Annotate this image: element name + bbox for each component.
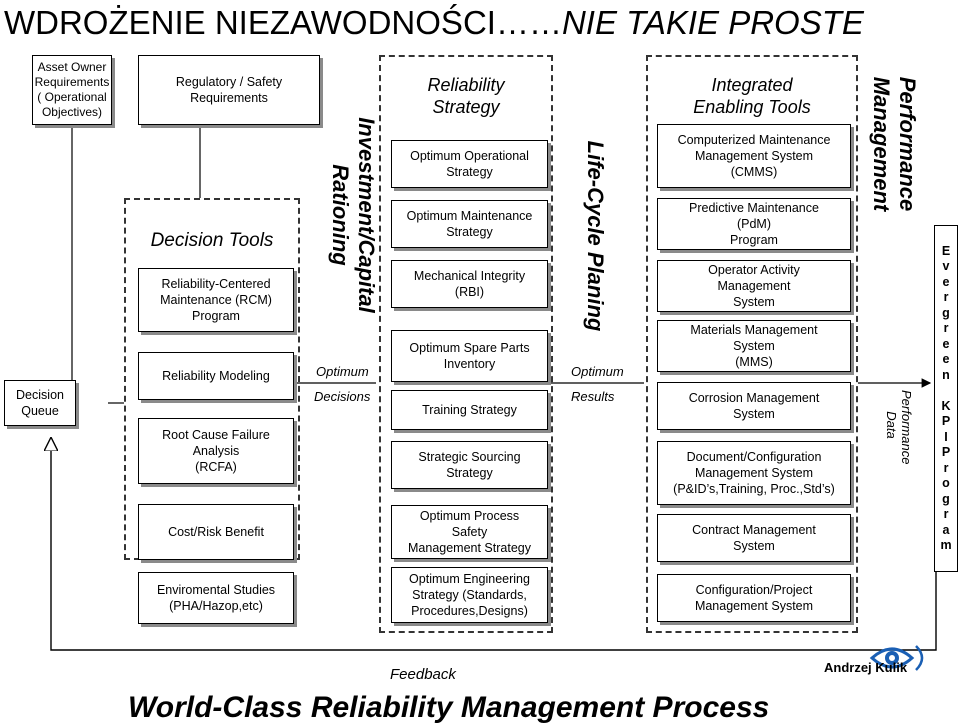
strategy-sourcing — [391, 441, 548, 489]
decision-tool-modeling-text: Reliability Modeling — [162, 369, 270, 383]
evergreen-kpi-box — [934, 225, 958, 572]
strategy-spare-parts — [391, 330, 548, 382]
tool-contract — [657, 514, 851, 562]
regulatory-box — [138, 55, 320, 125]
reliability-strategy-title: Reliability Strategy — [427, 75, 505, 117]
asset-owner-box — [32, 55, 112, 125]
strategy-operational — [391, 140, 548, 188]
strategy-spare-parts-text: Optimum Spare Parts Inventory — [409, 341, 530, 371]
logo — [820, 636, 942, 682]
lifecycle-results: Results — [571, 389, 615, 404]
decision-tool-modeling — [138, 352, 294, 400]
investment-label: Investment/Capital Rationing — [328, 117, 379, 313]
eye-logo-icon — [820, 636, 942, 682]
decision-queue-text: Decision Queue — [16, 388, 64, 418]
tool-pdm-text: Predictive Maintenance (PdM) Program — [689, 201, 819, 247]
lifecycle-label: Life-Cycle Planing — [583, 140, 608, 332]
lifecycle-optimum: Optimum — [571, 364, 624, 379]
tool-materials — [657, 320, 851, 372]
performance-data-label: Performance Data — [884, 390, 914, 465]
tool-cmms — [657, 124, 851, 188]
strategy-process-safety-text: Optimum Process Safety Management Strategy — [408, 509, 531, 555]
tool-operator-activity — [657, 260, 851, 312]
tool-corrosion — [657, 382, 851, 430]
integrated-tools-title: Integrated Enabling Tools — [693, 75, 811, 117]
enviromental-studies-box — [138, 572, 294, 624]
decision-tool-rcfa — [138, 418, 294, 484]
decision-tool-cost-risk — [138, 504, 294, 560]
tool-document-config-text: Document/Configuration Management System (P&ID’s,Training, Proc.,Std’s) — [673, 450, 835, 496]
decision-tool-cost-risk-text: Cost/Risk Benefit — [168, 525, 264, 539]
decision-tools-title: Decision Tools — [150, 230, 274, 251]
investment-optimum: Optimum — [316, 364, 369, 379]
strategy-maintenance-text: Optimum Maintenance Strategy — [406, 209, 533, 239]
strategy-maintenance — [391, 200, 548, 248]
logo-text: Andrzej Kulik — [824, 660, 908, 675]
title-italic: NIE TAKIE PROSTE — [561, 4, 864, 41]
decision-tool-rcm-text: Reliability-Centered Maintenance (RCM) Program — [160, 277, 272, 323]
performance-management-label: Performance Management — [869, 76, 920, 212]
decision-tool-rcfa-text: Root Cause Failure Analysis (RCFA) — [162, 428, 270, 474]
evergreen-kpi-text: E v e r g r e e n K P I P r o g r a m — [940, 243, 952, 552]
enviromental-studies-text: Enviromental Studies (PHA/Hazop,etc) — [156, 583, 276, 613]
footer-title: World-Class Reliability Management Process — [128, 691, 770, 724]
strategy-sourcing-text: Strategic Sourcing Strategy — [418, 450, 521, 480]
investment-decisions: Decisions — [314, 389, 371, 404]
asset-owner-text: Asset Owner Requirements ( Operational Objectives) — [34, 60, 110, 119]
strategy-engineering-text: Optimum Engineering Strategy (Standards, Procedures,Designs) — [409, 572, 530, 618]
tool-corrosion-text: Corrosion Management System — [688, 391, 820, 421]
strategy-mechanical-text: Mechanical Integrity (RBI) — [413, 269, 526, 299]
strategy-process-safety — [391, 505, 548, 559]
tool-pdm — [657, 198, 851, 250]
tool-contract-text: Contract Management System — [692, 523, 816, 553]
tool-config-project-text: Configuration/Project Management System — [694, 583, 814, 613]
strategy-operational-text: Optimum Operational Strategy — [410, 149, 529, 179]
tool-materials-text: Materials Management System (MMS) — [690, 323, 818, 369]
strategy-engineering — [391, 567, 548, 623]
strategy-mechanical — [391, 260, 548, 308]
tool-document-config — [657, 441, 851, 505]
tool-operator-activity-text: Operator Activity Management System — [708, 263, 800, 309]
regulatory-text: Regulatory / Safety Requirements — [175, 75, 283, 105]
strategy-training-text: Training Strategy — [422, 403, 517, 417]
strategy-training — [391, 390, 548, 430]
tool-config-project — [657, 574, 851, 622]
decision-queue-box — [4, 380, 76, 426]
title-regular: WDROŻENIE NIEZAWODNOŚCI…… — [4, 4, 562, 41]
decision-tool-rcm — [138, 268, 294, 332]
feedback-label: Feedback — [390, 666, 456, 683]
tool-cmms-text: Computerized Maintenance Management System (CMMS) — [677, 133, 831, 179]
